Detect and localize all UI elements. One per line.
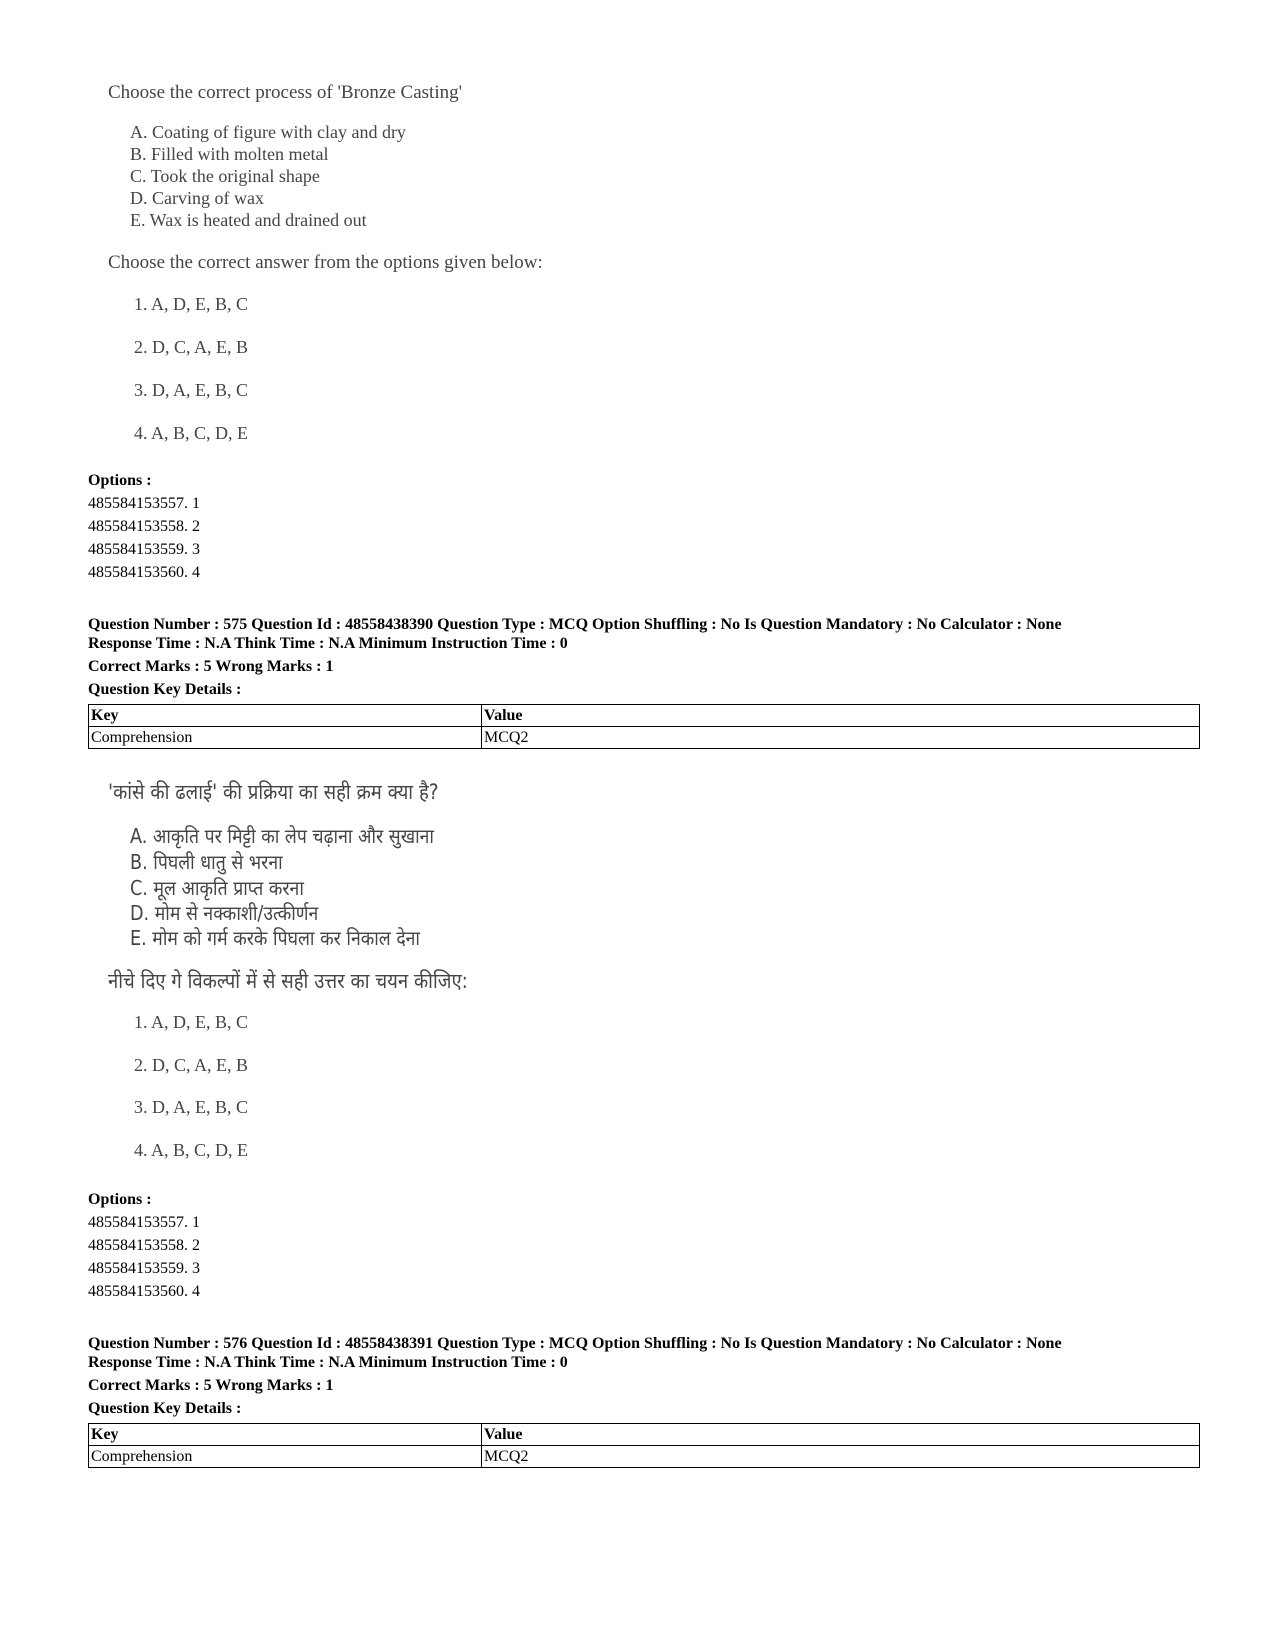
- table-cell-value: MCQ2: [482, 727, 1200, 749]
- statement-d: D. Carving of wax: [130, 188, 264, 208]
- choice-1: 1. A, D, E, B, C: [134, 294, 249, 314]
- table-header-value: Value: [482, 705, 1200, 727]
- question-meta-line-1: Question Number : 575 Question Id : 48558438390 Question Type : MCQ Option Shuffling : No Is Question Mandatory : No Calculator : None: [88, 616, 1062, 633]
- question-key-table: [88, 1423, 1200, 1468]
- question-key-table: [88, 704, 1200, 749]
- statement-a: A. आकृति पर मिट्टी का लेप चढ़ाना और सुखाना: [130, 824, 434, 848]
- table-cell-key: Comprehension: [89, 727, 482, 749]
- option-id-2: 485584153558. 2: [88, 518, 200, 535]
- option-id-2: 485584153558. 2: [88, 1237, 200, 1254]
- statement-b: B. Filled with molten metal: [130, 144, 329, 164]
- choice-3: 3. D, A, E, B, C: [134, 1097, 249, 1117]
- table-header-value: Value: [482, 1424, 1200, 1446]
- choice-4: 4. A, B, C, D, E: [134, 423, 249, 443]
- answer-instruction: Choose the correct answer from the options given below:: [108, 252, 543, 273]
- key-details-label: Question Key Details :: [88, 1400, 242, 1417]
- choice-2: 2. D, C, A, E, B: [134, 337, 249, 357]
- question-meta-line-2: Response Time : N.A Think Time : N.A Minimum Instruction Time : 0: [88, 635, 568, 652]
- table-cell-key: Comprehension: [89, 1446, 482, 1468]
- question-image-hindi: [108, 778, 568, 1178]
- options-label: Options :: [88, 1191, 152, 1208]
- options-label: Options :: [88, 472, 152, 489]
- option-id-4: 485584153560. 4: [88, 564, 200, 581]
- question-stem: 'कांसे की ढलाई' की प्रक्रिया का सही क्रम क्या है?: [108, 780, 439, 804]
- option-id-3: 485584153559. 3: [88, 541, 200, 558]
- table-header-key: Key: [89, 1424, 482, 1446]
- choice-4: 4. A, B, C, D, E: [134, 1140, 249, 1160]
- option-id-1: 485584153557. 1: [88, 495, 200, 512]
- table-header-key: Key: [89, 705, 482, 727]
- option-id-3: 485584153559. 3: [88, 1260, 200, 1277]
- statement-d: D. मोम से नक्काशी/उत्कीर्णन: [130, 901, 319, 925]
- table-header-row: [89, 705, 1200, 727]
- statement-e: E. मोम को गर्म करके पिघला कर निकाल देना: [130, 926, 421, 950]
- table-row: [89, 1446, 1200, 1468]
- option-id-4: 485584153560. 4: [88, 1283, 200, 1300]
- choice-1: 1. A, D, E, B, C: [134, 1012, 249, 1032]
- table-row: [89, 727, 1200, 749]
- question-meta-line-2: Response Time : N.A Think Time : N.A Minimum Instruction Time : 0: [88, 1354, 568, 1371]
- marks-line: Correct Marks : 5 Wrong Marks : 1: [88, 1377, 334, 1394]
- question-stem: Choose the correct process of 'Bronze Casting': [108, 82, 463, 103]
- option-id-1: 485584153557. 1: [88, 1214, 200, 1231]
- question-meta-line-1: Question Number : 576 Question Id : 48558438391 Question Type : MCQ Option Shuffling : No Is Question Mandatory : No Calculator : None: [88, 1335, 1062, 1352]
- statement-b: B. पिघली धातु से भरना: [130, 850, 283, 874]
- statement-a: A. Coating of figure with clay and dry: [130, 122, 406, 142]
- table-header-row: [89, 1424, 1200, 1446]
- statement-c: C. मूल आकृति प्राप्त करना: [130, 876, 304, 900]
- answer-instruction: नीचे दिए गे विकल्पों में से सही उत्तर का चयन कीजिए:: [108, 969, 468, 993]
- key-details-label: Question Key Details :: [88, 681, 242, 698]
- question-image-english: [108, 80, 568, 460]
- table-cell-value: MCQ2: [482, 1446, 1200, 1468]
- marks-line: Correct Marks : 5 Wrong Marks : 1: [88, 658, 334, 675]
- choice-2: 2. D, C, A, E, B: [134, 1055, 249, 1075]
- choice-3: 3. D, A, E, B, C: [134, 380, 249, 400]
- statement-e: E. Wax is heated and drained out: [130, 210, 367, 230]
- statement-c: C. Took the original shape: [130, 166, 320, 186]
